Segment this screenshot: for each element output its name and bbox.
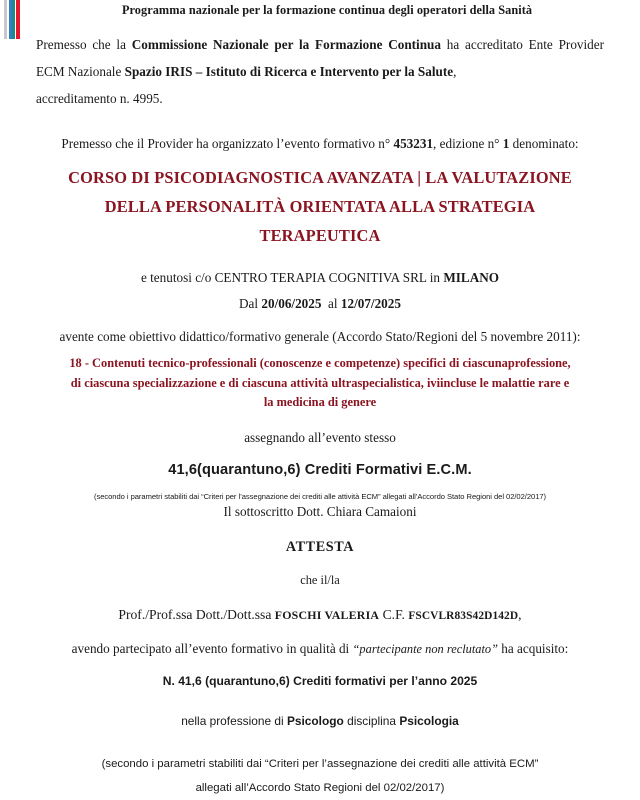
objective-line-1: 18 - Contenuti tecnico-professionali (conoscenze e competenze) specifici di ciascunaprofessione, xyxy=(69,356,571,370)
date-range xyxy=(36,294,604,313)
evento-edizione: 1 xyxy=(502,136,510,151)
date-to-label: al xyxy=(328,296,338,311)
profession-value: Psicologo xyxy=(286,713,344,728)
evento-lead-part2: , edizione n° xyxy=(433,136,503,151)
premessa-paragraph xyxy=(36,31,604,112)
course-title-line-2: DELLA PERSONALITÀ ORIENTATA ALLA STRATEGIA xyxy=(104,197,536,216)
signatory-name: Il sottoscritto Dott. Chiara Camaioni xyxy=(223,503,417,519)
date-end: 12/07/2025 xyxy=(340,296,401,311)
participant-title-prefix: Prof./Prof.ssa Dott./Dott.ssa xyxy=(118,606,275,622)
assigning-label: assegnando all’evento stesso xyxy=(244,429,396,445)
discipline-value: Psicologia xyxy=(399,713,459,728)
premessa-line1-part1: Premesso che la xyxy=(36,37,132,52)
footer-note xyxy=(36,752,604,800)
credits-value: 41,6(quarantuno,6) Crediti Formativi E.C.M. xyxy=(168,461,472,478)
premessa-line2-part1: Provider ECM Nazionale xyxy=(36,37,605,79)
participant-line xyxy=(36,605,604,626)
evento-lead xyxy=(36,134,604,154)
discipline-lead: disciplina xyxy=(343,713,400,728)
che-il-la-label: che il/la xyxy=(300,572,340,587)
participant-fiscal-code: FSCVLR83S42D142D xyxy=(408,609,519,622)
participation-role-value: “partecipante non reclutato” xyxy=(352,641,498,656)
participation-role-part3: ha acquisito: xyxy=(498,640,569,656)
participation-role-part1: avendo partecipato all’evento formativo in qualità di xyxy=(71,640,353,656)
venue-city: MILANO xyxy=(443,270,500,285)
commissione-nazionale-name: Commissione Nazionale per la Formazione Continua xyxy=(131,37,441,52)
participant-cf-suffix: , xyxy=(518,606,522,622)
course-title-line-3: TERAPEUTICA xyxy=(259,226,381,245)
footer-note-line-1: (secondo i parametri stabiliti dai “Criteri per l’assegnazione dei crediti alle attività ECM” xyxy=(101,757,539,770)
date-from-label: Dal xyxy=(239,296,259,311)
participation-role-line xyxy=(36,639,604,659)
course-title-line-1: CORSO DI PSICODIAGNOSTICA AVANZATA | LA VALUTAZIONE xyxy=(68,168,572,187)
profession-line xyxy=(36,712,604,730)
premessa-line2-part3: , xyxy=(453,64,457,79)
accreditamento-number: accreditamento n. 4995. xyxy=(36,91,163,106)
participant-cf-label: C.F. xyxy=(379,606,409,622)
profession-lead: nella professione di xyxy=(181,713,287,728)
date-start: 20/06/2025 xyxy=(261,296,322,311)
provider-name: Spazio IRIS – Istituto di Ricerca e Intervento per la Salute xyxy=(124,64,454,79)
objective-text xyxy=(36,354,604,413)
footer-note-line-2: allegati all’Accordo Stato Regioni del 02/02/2017) xyxy=(195,781,445,794)
venue-line xyxy=(36,268,604,287)
evento-lead-part1: Premesso che il Provider ha organizzato l’evento formativo n° xyxy=(61,136,394,151)
objective-lead: avente come obiettivo didattico/formativo generale (Accordo Stato/Regioni del 5 novembre 2011): xyxy=(59,329,581,344)
credits-fineprint: (secondo i parametri stabiliti dai “Criteri per l’assegnazione dei crediti alle attività ECM” allegati all’Accordo Stato Regioni del 02/02/2017) xyxy=(93,491,547,501)
page-title: Programma nazionale per la formazione continua degli operatori della Sanità xyxy=(121,3,533,17)
venue-lead: e tenutosi c/o CENTRO TERAPIA COGNITIVA SRL in xyxy=(140,270,444,285)
evento-numero: 453231 xyxy=(393,136,434,151)
participant-name: FOSCHI VALERIA xyxy=(274,607,380,622)
attesta-heading: ATTESTA xyxy=(285,538,355,555)
premessa-line1-part3: ha accreditato Ente xyxy=(440,37,553,52)
course-title xyxy=(36,163,604,250)
credits-acquired: N. 41,6 (quarantuno,6) Crediti formativi per l’anno 2025 xyxy=(162,673,478,688)
objective-line-2: di ciascuna specializzazione e di ciascuna attività ultraspecialistica, iviincluse le malattie rare e xyxy=(70,375,570,390)
objective-line-3: la medicina di genere xyxy=(263,395,377,409)
evento-lead-part3: denominato: xyxy=(509,136,579,151)
